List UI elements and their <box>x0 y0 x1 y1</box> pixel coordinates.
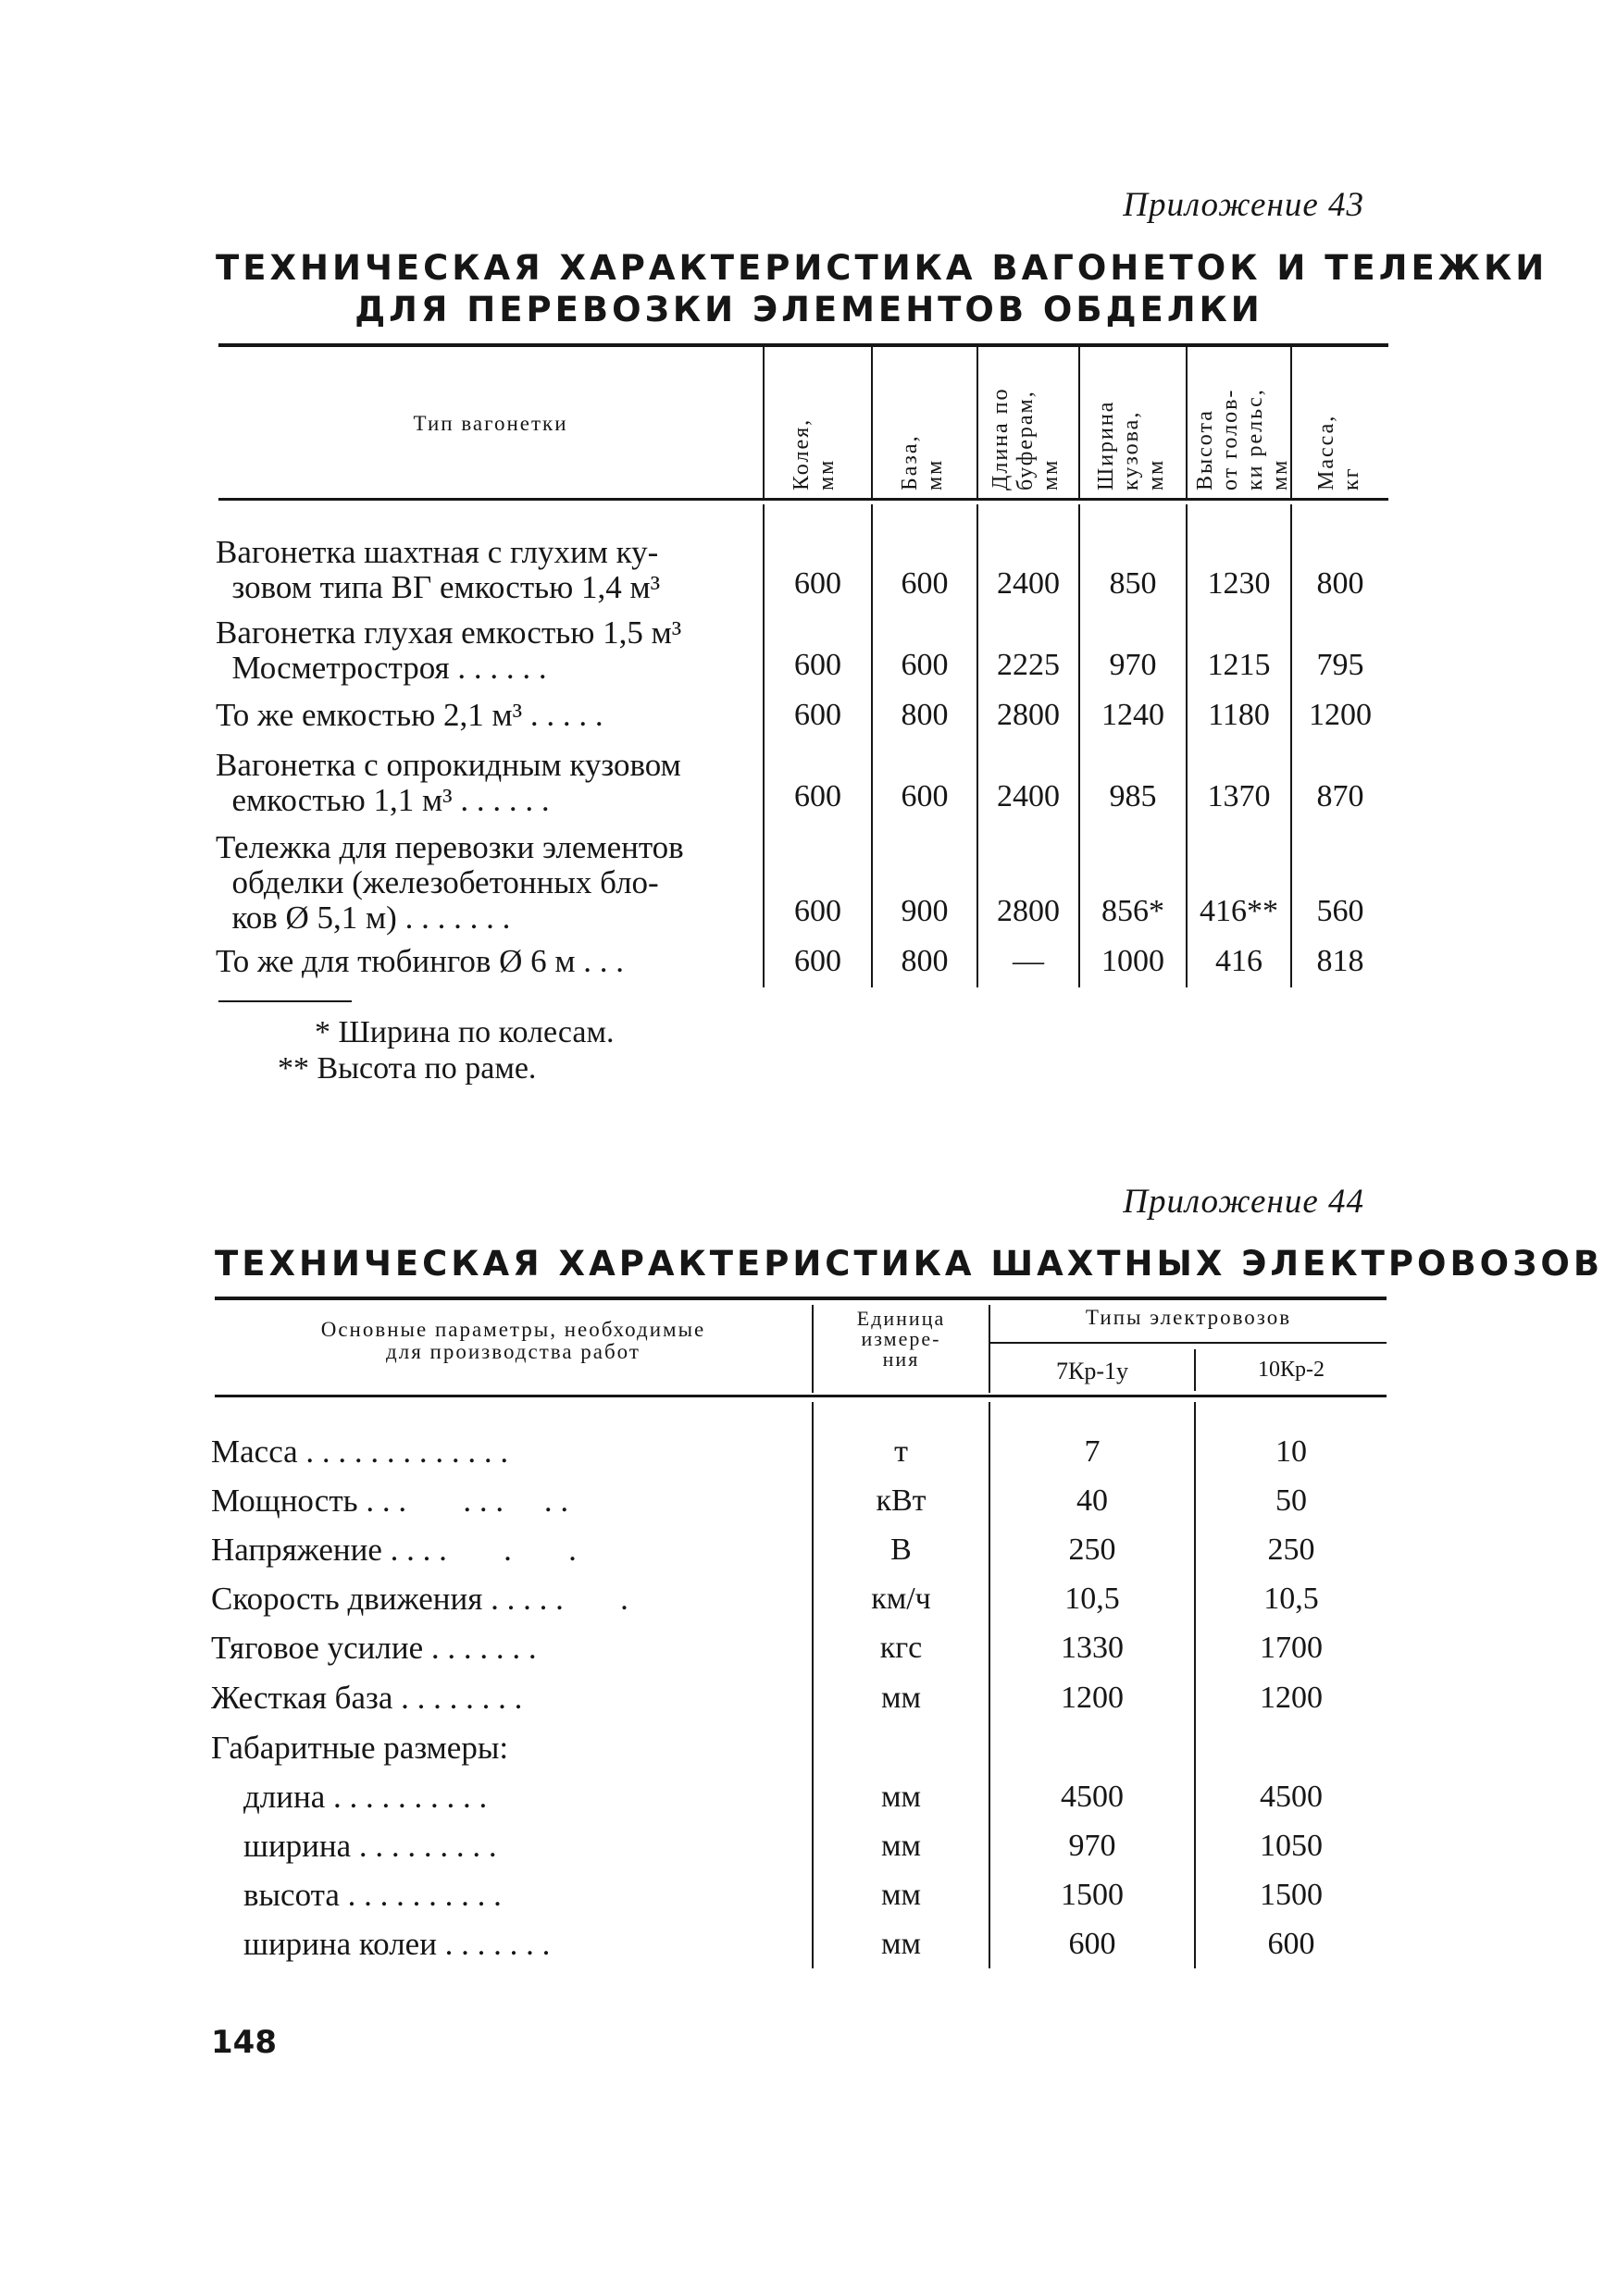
appendix-44-label: Приложение 44 <box>1123 1183 1364 1221</box>
footnote-rule <box>218 1000 352 1002</box>
cell-10kr: 10,5 <box>1263 1582 1319 1616</box>
header-wagon-type: Тип вагонетки <box>413 412 568 435</box>
cell-length: 2800 <box>997 698 1060 732</box>
table-43-row-label: То же емкостью 2,1 м³ . . . . . <box>216 697 603 733</box>
cell-height: 1180 <box>1208 698 1270 732</box>
table-43-row-label: То же для тюбингов Ø 6 м . . . <box>216 943 625 979</box>
table-43-col-divider <box>1078 347 1080 498</box>
table-43-col-divider <box>871 347 873 498</box>
table-44-row-label: Напряжение . . . . . . <box>211 1532 577 1568</box>
cell-unit: км/ч <box>871 1582 931 1616</box>
cell-7kr: 1330 <box>1061 1631 1124 1665</box>
cell-mass: 795 <box>1316 648 1364 682</box>
cell-height: 1215 <box>1207 648 1271 682</box>
cell-gauge: 600 <box>794 698 841 732</box>
table-44-section-label: Габаритные размеры: <box>211 1730 509 1766</box>
cell-unit: мм <box>880 1829 922 1863</box>
cell-length: 2400 <box>997 779 1060 813</box>
cell-7kr: 4500 <box>1061 1780 1124 1814</box>
cell-10kr: 1050 <box>1260 1829 1323 1863</box>
table-44-title: ТЕХНИЧЕСКАЯ ХАРАКТЕРИСТИКА ШАХТНЫХ ЭЛЕКТРОВОЗОВ <box>215 1244 1604 1284</box>
cell-height: 1230 <box>1207 566 1271 601</box>
table-44-row-label: Мощность . . . . . . . . <box>211 1483 569 1519</box>
cell-mass: 800 <box>1316 566 1364 601</box>
cell-gauge: 600 <box>794 566 841 601</box>
cell-length: 2400 <box>997 566 1060 601</box>
cell-base: 800 <box>901 698 949 732</box>
table-43-title-line1: ТЕХНИЧЕСКАЯ ХАРАКТЕРИСТИКА ВАГОНЕТОК И ТЕЛЕЖКИ <box>216 248 1549 288</box>
cell-7kr: 250 <box>1068 1533 1116 1567</box>
cell-unit: мм <box>880 1878 922 1912</box>
header-length: Длина по буферам, мм <box>989 387 1063 490</box>
table-43-row-label: Вагонетка глухая емкостью 1,5 м³ Мосметростроя . . . . . . <box>216 614 682 686</box>
cell-base: 600 <box>901 566 949 601</box>
table-44-row-label: Тяговое усилие . . . . . . . <box>211 1630 537 1666</box>
cell-10kr: 4500 <box>1260 1780 1323 1814</box>
appendix-43-label: Приложение 43 <box>1123 186 1364 224</box>
cell-base: 800 <box>901 944 949 978</box>
cell-base: 900 <box>901 894 949 928</box>
cell-gauge: 600 <box>794 648 841 682</box>
footnote-height: ** Высота по раме. <box>278 1051 537 1086</box>
cell-length: — <box>1013 944 1044 978</box>
cell-10kr: 1700 <box>1260 1631 1323 1665</box>
header-height: Высота от голов- ки рельс, мм <box>1193 388 1292 490</box>
header-width: Ширина кузова, мм <box>1094 400 1168 490</box>
cell-mass: 1200 <box>1309 698 1372 732</box>
footnote-width: * Ширина по колесам. <box>315 1015 615 1049</box>
cell-width: 985 <box>1109 779 1157 813</box>
table-44-row-label: Масса . . . . . . . . . . . . . <box>211 1433 509 1470</box>
header-base: База, мм <box>898 434 947 490</box>
cell-7kr: 600 <box>1068 1927 1116 1961</box>
header-locomotive-types: Типы электровозов <box>1085 1306 1292 1329</box>
cell-unit: мм <box>880 1927 922 1961</box>
cell-10kr: 1500 <box>1260 1878 1323 1912</box>
table-43-row-label: Тележка для перевозки элементов обделки (железобетонных бло- ков Ø 5,1 м) . . . . . . . <box>216 829 684 936</box>
table-44-row-label: ширина колеи . . . . . . . <box>211 1926 551 1962</box>
cell-unit: т <box>894 1434 908 1469</box>
cell-length: 2225 <box>997 648 1060 682</box>
table-44-row-label: Скорость движения . . . . . . <box>211 1581 628 1617</box>
cell-height: 416 <box>1215 944 1263 978</box>
cell-unit: мм <box>880 1681 922 1715</box>
table-44-header-rule <box>215 1395 1387 1397</box>
cell-width: 1000 <box>1101 944 1164 978</box>
table-44-types-rule <box>990 1342 1387 1344</box>
header-type-7kr: 7Кр-1у <box>1056 1358 1128 1384</box>
cell-unit: мм <box>880 1780 922 1814</box>
cell-mass: 560 <box>1316 894 1364 928</box>
cell-7kr: 7 <box>1084 1434 1101 1469</box>
table-44-row-label: ширина . . . . . . . . . <box>211 1828 497 1864</box>
cell-height: 1370 <box>1207 779 1271 813</box>
cell-unit: В <box>890 1533 912 1567</box>
cell-width: 850 <box>1109 566 1157 601</box>
header-gauge: Колея, мм <box>790 417 839 490</box>
cell-7kr: 10,5 <box>1064 1582 1120 1616</box>
header-type-10kr: 10Кр-2 <box>1258 1358 1325 1382</box>
cell-10kr: 1200 <box>1260 1681 1323 1715</box>
table-43-top-rule <box>218 343 1388 347</box>
cell-base: 600 <box>901 779 949 813</box>
cell-unit: кВт <box>876 1483 927 1518</box>
cell-base: 600 <box>901 648 949 682</box>
cell-7kr: 1500 <box>1061 1878 1124 1912</box>
table-44-row-label: длина . . . . . . . . . . <box>211 1779 488 1815</box>
cell-10kr: 10 <box>1275 1434 1307 1469</box>
table-43-header-rule <box>218 498 1388 501</box>
table-43-title-line2: ДЛЯ ПЕРЕВОЗКИ ЭЛЕМЕНТОВ ОБДЕЛКИ <box>354 290 1263 329</box>
cell-unit: кгс <box>879 1631 923 1665</box>
table-44-row-label: высота . . . . . . . . . . <box>211 1877 502 1913</box>
cell-10kr: 250 <box>1267 1533 1315 1567</box>
header-unit: Единица измере- ния <box>856 1307 946 1371</box>
cell-mass: 818 <box>1316 944 1364 978</box>
table-43-col-divider <box>763 347 765 498</box>
table-43-row-label: Вагонетка шахтная с глухим ку- зовом типа ВГ емкостью 1,4 м³ <box>216 534 661 605</box>
table-43-row-label: Вагонетка с опрокидным кузовом емкостью 1,1 м³ . . . . . . <box>216 747 681 818</box>
cell-10kr: 600 <box>1267 1927 1315 1961</box>
cell-gauge: 600 <box>794 944 841 978</box>
cell-7kr: 40 <box>1076 1483 1108 1518</box>
header-params: Основные параметры, необходимые для производства работ <box>320 1318 706 1363</box>
cell-10kr: 50 <box>1275 1483 1307 1518</box>
cell-length: 2800 <box>997 894 1060 928</box>
cell-gauge: 600 <box>794 894 841 928</box>
table-43-col-divider <box>976 347 978 498</box>
table-44-row-label: Жесткая база . . . . . . . . <box>211 1680 523 1716</box>
cell-height: 416** <box>1200 894 1278 928</box>
table-43-col-divider <box>1186 347 1188 498</box>
cell-gauge: 600 <box>794 779 841 813</box>
cell-7kr: 970 <box>1068 1829 1116 1863</box>
cell-width: 1240 <box>1101 698 1164 732</box>
cell-width: 856* <box>1101 894 1164 928</box>
cell-width: 970 <box>1109 648 1157 682</box>
header-mass: Масса, кг <box>1314 414 1363 490</box>
table-44-top-rule <box>215 1297 1387 1300</box>
cell-7kr: 1200 <box>1061 1681 1124 1715</box>
page-number: 148 <box>211 2024 277 2061</box>
cell-mass: 870 <box>1316 779 1364 813</box>
